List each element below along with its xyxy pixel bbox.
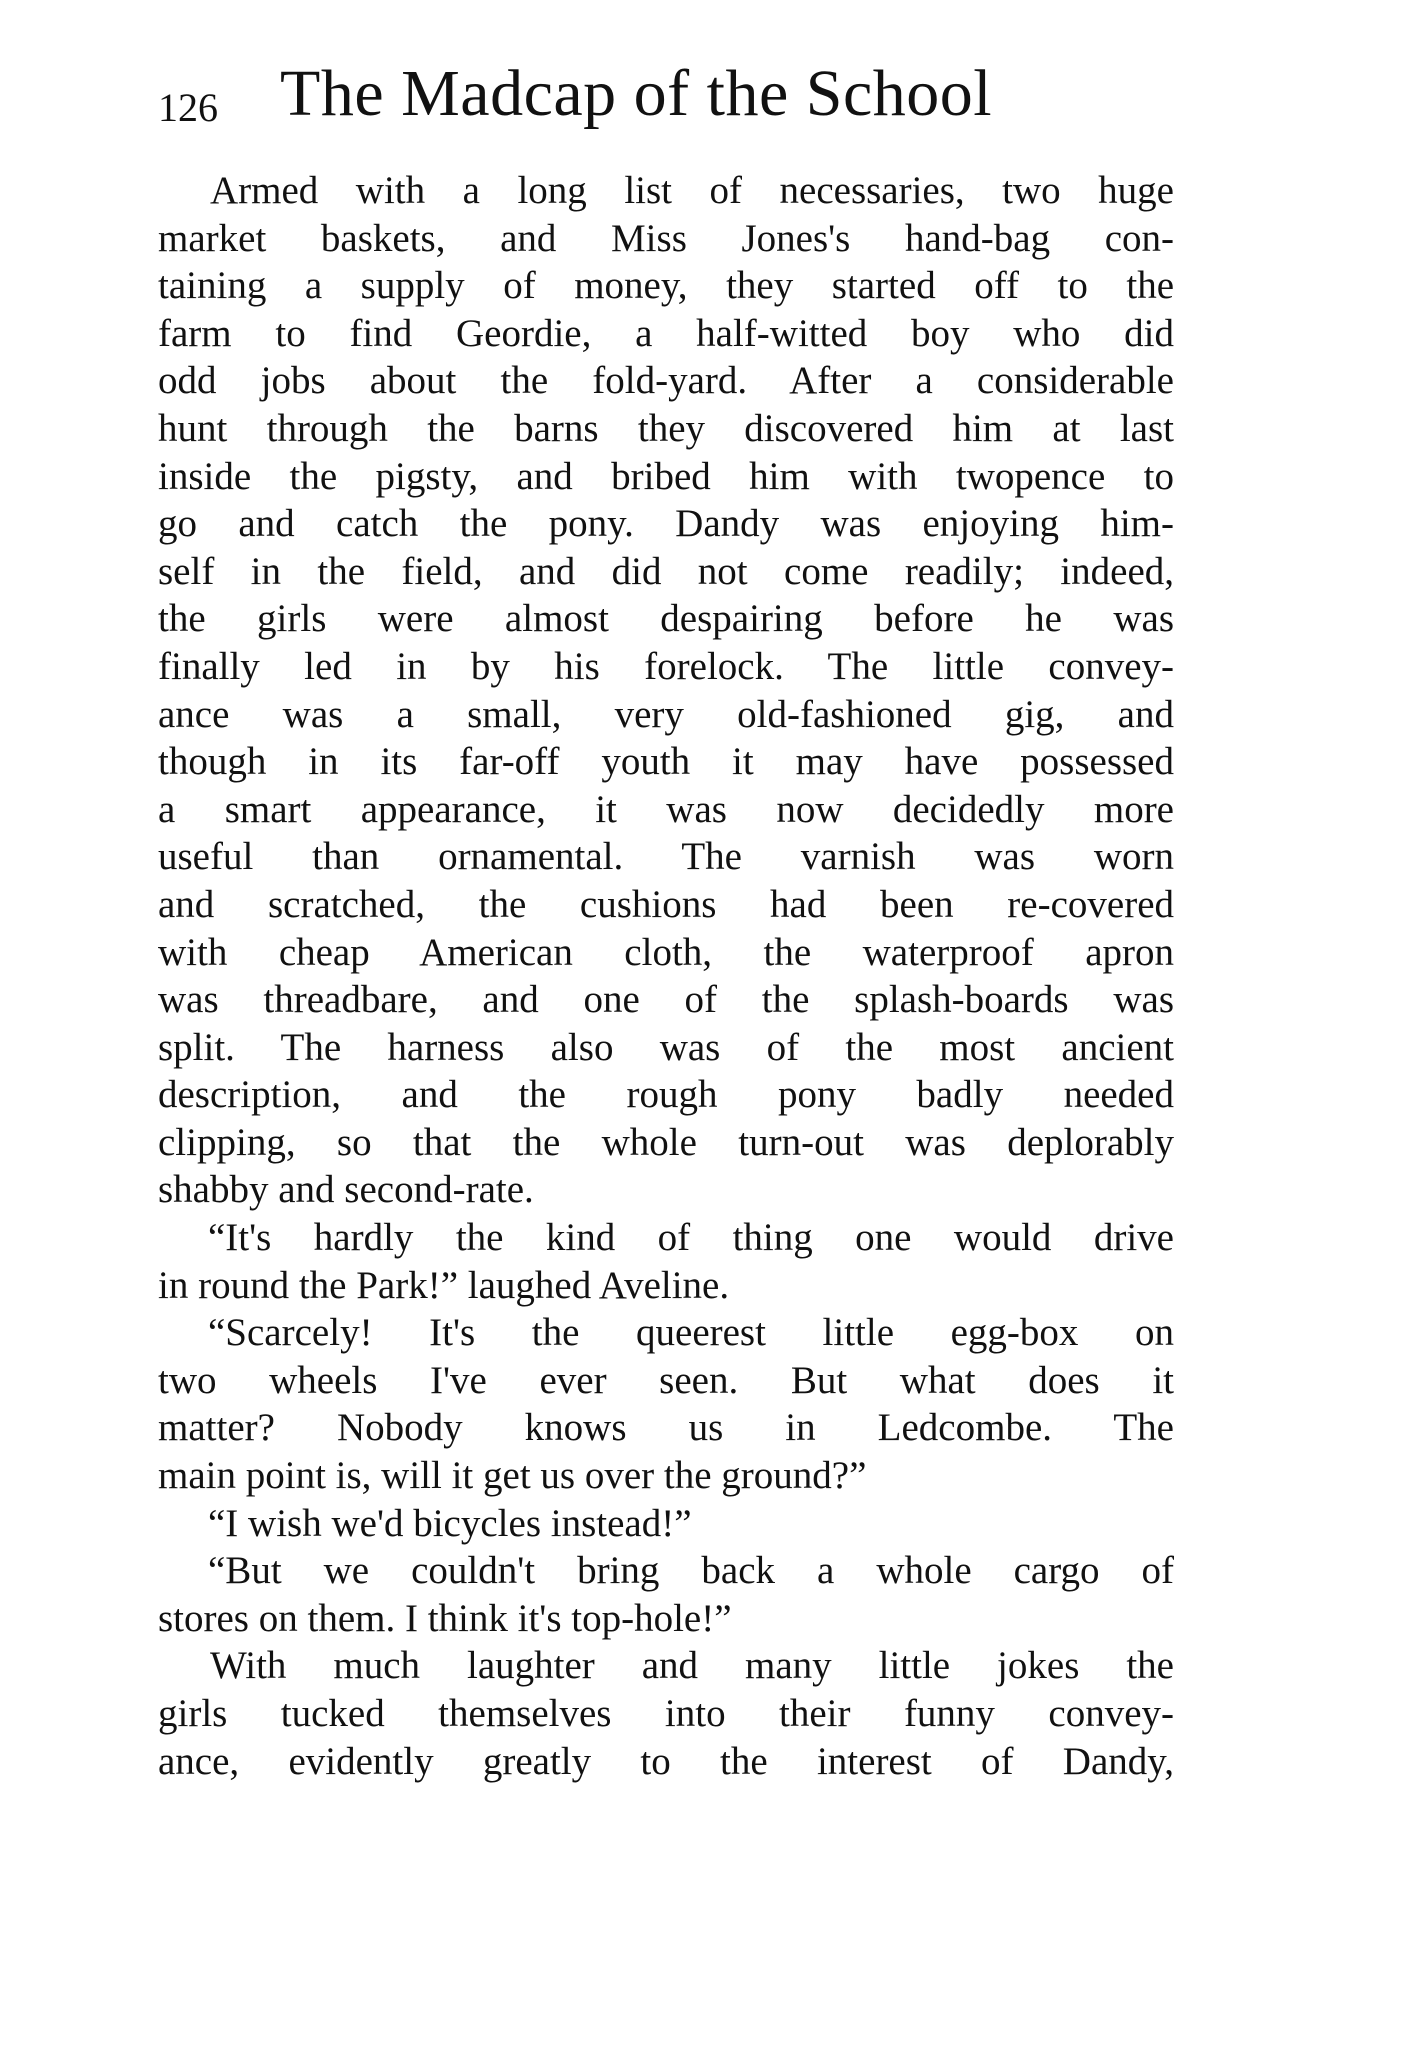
text-line: taining a supply of money, they started off to the [158, 264, 1174, 308]
text-line: “I wish we'd bicycles instead!” [208, 1501, 692, 1545]
text-line: description, and the rough pony badly needed [158, 1073, 1174, 1117]
text-line: with cheap American cloth, the waterproof apron [158, 930, 1174, 974]
text-line: clipping, so that the whole turn-out was deplorably [158, 1120, 1174, 1164]
body-text [158, 167, 1174, 1785]
text-line: farm to find Geordie, a half-witted boy who did [158, 311, 1174, 355]
text-line: matter? Nobody knows us in Ledcombe. The [158, 1406, 1174, 1450]
text-line: odd jobs about the fold-yard. After a considerable [158, 359, 1174, 403]
text-line: market baskets, and Miss Jones's hand-bag con- [158, 216, 1174, 260]
text-line: inside the pigsty, and bribed him with twopence to [158, 454, 1174, 498]
page-number: 126 [158, 85, 218, 130]
text-line: go and catch the pony. Dandy was enjoying him- [158, 502, 1174, 546]
text-line: shabby and second-rate. [158, 1168, 534, 1212]
text-line: though in its far-off youth it may have possessed [158, 740, 1174, 784]
text-line: self in the field, and did not come readily; indeed, [158, 549, 1174, 593]
text-line: “But we couldn't bring back a whole cargo of [208, 1549, 1174, 1593]
text-line: finally led in by his forelock. The little convey- [158, 644, 1174, 688]
text-line: With much laughter and many little jokes the [210, 1644, 1174, 1688]
text-line: ance was a small, very old-fashioned gig, and [158, 692, 1174, 736]
text-line: main point is, will it get us over the ground?” [158, 1454, 867, 1498]
text-line: and scratched, the cushions had been re-covered [158, 882, 1174, 926]
text-line: hunt through the barns they discovered him at last [158, 406, 1174, 450]
text-line: Armed with a long list of necessaries, two huge [210, 169, 1174, 212]
text-line: two wheels I've ever seen. But what does it [158, 1358, 1174, 1402]
text-line: ance, evidently greatly to the interest of Dandy, [158, 1739, 1174, 1783]
text-line: stores on them. I think it's top-hole!” [158, 1596, 732, 1640]
running-title: The Madcap of the School [280, 57, 993, 130]
text-line: “It's hardly the kind of thing one would drive [208, 1216, 1174, 1260]
text-line: was threadbare, and one of the splash-boards was [158, 978, 1174, 1022]
page-header [158, 58, 1178, 138]
text-line: girls tucked themselves into their funny convey- [158, 1692, 1174, 1735]
text-line: useful than ornamental. The varnish was worn [158, 835, 1174, 879]
text-line: in round the Park!” laughed Aveline. [158, 1263, 730, 1307]
text-line: split. The harness also was of the most ancient [158, 1025, 1174, 1069]
text-line: the girls were almost despairing before he was [158, 597, 1174, 641]
text-line: a smart appearance, it was now decidedly more [158, 787, 1174, 831]
text-line: “Scarcely! It's the queerest little egg-box on [208, 1311, 1174, 1355]
